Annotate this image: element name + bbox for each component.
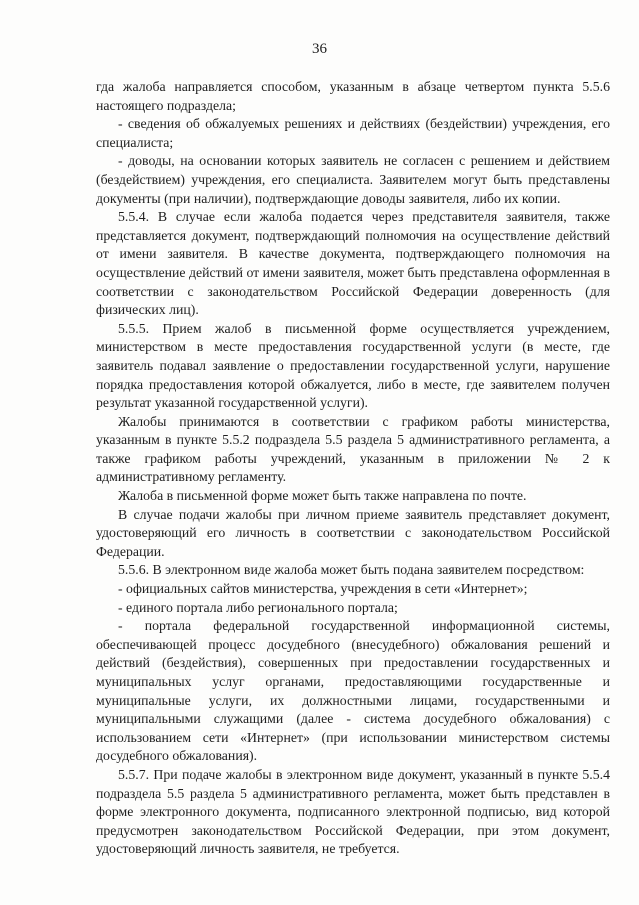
paragraph: 5.5.4. В случае если жалоба подается через представителя заявителя, также представляется документ, подтверждающий полномочия на осуществление действий от имени заявителя. В качестве документа, подтверждающего полномочия на осуществление действий от имени заявителя, может быть представлена оформленная в соответствии с законодательством Российской Федерации доверенность (для физических лиц). — [96, 209, 610, 318]
paragraph: Жалобы принимаются в соответствии с графиком работы министерства, указанным в пункте 5.5.2 подраздела 5.5 раздела 5 административного регламента, а также графиком работы учреждений, указанным в приложении № 2 к административному регламенту. — [96, 413, 610, 485]
page-number: 36 — [312, 41, 327, 57]
paragraph: - единого портала либо регионального портала; — [118, 599, 398, 615]
paragraph: - официальных сайтов министерства, учреждения в сети «Интернет»; — [118, 581, 528, 597]
paragraph: 5.5.7. При подаче жалобы в электронном виде документ, указанный в пункте 5.5.4 подраздела 5.5 раздела 5 административного регламента, может быть представлен в форме электронного документа, подписанного электронной подписью, вид которой предусмотрен законодательством Российской Федерации, при этом документ, удостоверяющий личность заявителя, не требуется. — [96, 766, 610, 857]
paragraph: гда жалоба направляется способом, указанным в абзаце четвертом пункта 5.5.6 настоящего подраздела; — [96, 79, 610, 113]
paragraph: 5.5.5. Прием жалоб в письменной форме осуществляется учреждением, министерством в месте предоставления государственной услуги (в месте, где заявитель подавал заявление о предоставлении государственной услуги, нарушение порядка предоставления которой обжалуется, либо в месте, где заявителем получен результат указанной государственной услуги). — [96, 320, 610, 411]
paragraph: Жалоба в письменной форме может быть также направлена по почте. — [118, 488, 527, 504]
paragraph: - доводы, на основании которых заявитель не согласен с решением и действием (бездействием) учреждения, его специалиста. Заявителем могут быть представлены документы (при наличии), подтверждающие доводы заявителя, либо их копии. — [96, 153, 610, 206]
paragraph: - сведения об обжалуемых решениях и действиях (бездействии) учреждения, его специалиста; — [96, 116, 610, 150]
paragraph: - портала федеральной государственной информационной системы, обеспечивающей процесс досудебного (внесудебного) обжалования решений и действий (бездействия), совершенных при предоставлении государственных и муниципальных услуг органами, предоставляющими государственные и муниципальные услуги, их должностными лицами, государственными и муниципальными служащими (далее - система досудебного обжалования) с использованием сети «Интернет» (при использовании министерством системы досудебного обжалования). — [96, 618, 610, 764]
paragraph: 5.5.6. В электронном виде жалоба может быть подана заявителем посредством: — [118, 562, 585, 578]
paragraph: В случае подачи жалобы при личном приеме заявитель представляет документ, удостоверяющий его личность в соответствии с законодательством Российской Федерации. — [96, 506, 610, 559]
document-body — [96, 78, 610, 859]
